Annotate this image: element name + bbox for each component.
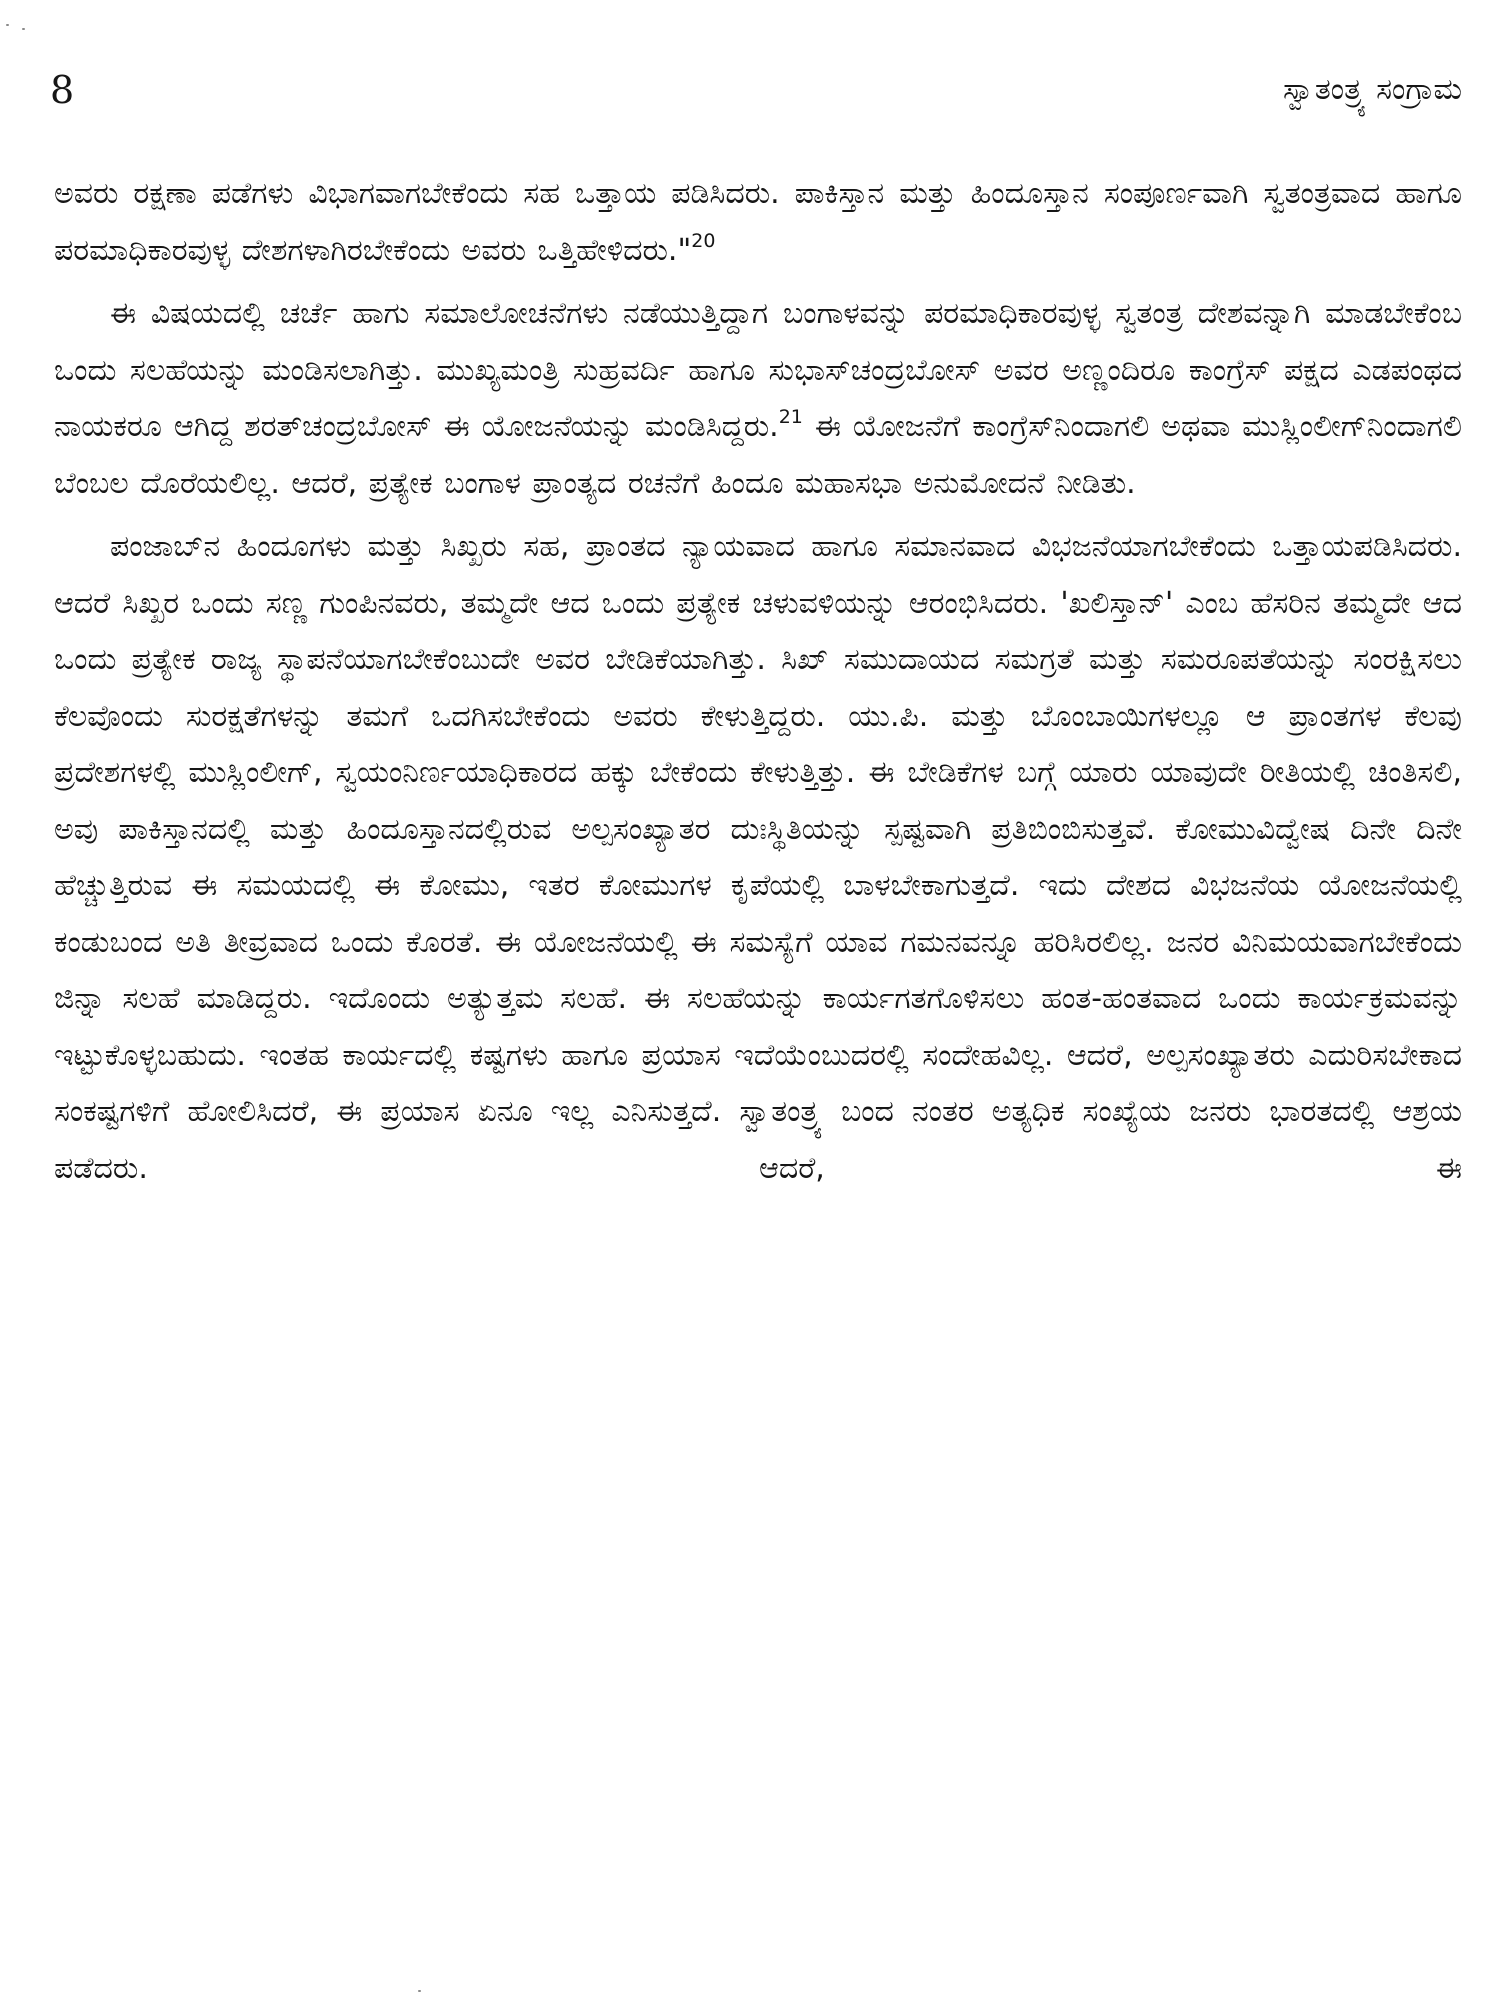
scan-speck [6,24,9,26]
body-text [54,166,1462,1204]
scan-speck [22,28,25,30]
paragraph-1-text: ಅವರು ರಕ್ಷಣಾ ಪಡೆಗಳು ವಿಭಾಗವಾಗಬೇಕೆಂದು ಸಹ ಒತ್ತಾಯ ಪಡಿಸಿದರು. ಪಾಕಿಸ್ತಾನ ಮತ್ತು ಹಿಂದೂಸ್ತಾನ ಸಂಪೂರ್ಣವಾಗಿ ಸ್ವತಂತ್ರವಾದ ಹಾಗೂ ಪರಮಾಧಿಕಾರವುಳ್ಳ ದೇಶಗಳಾಗಿರಬೇಕೆಂದು ಅವರು ಒತ್ತಿಹೇಳಿದರು." [54,176,1462,268]
footnote-marker-20: 20 [691,229,716,252]
paragraph-3-text: ಪಂಜಾಬ್‌ನ ಹಿಂದೂಗಳು ಮತ್ತು ಸಿಖ್ಖರು ಸಹ, ಪ್ರಾಂತದ ನ್ಯಾಯವಾದ ಹಾಗೂ ಸಮಾನವಾದ ವಿಭಜನೆಯಾಗಬೇಕೆಂದು ಒತ್ತಾಯಪಡಿಸಿದರು. ಆದರೆ ಸಿಖ್ಖರ ಒಂದು ಸಣ್ಣ ಗುಂಪಿನವರು, ತಮ್ಮದೇ ಆದ ಒಂದು ಪ್ರತ್ಯೇಕ ಚಳುವಳಿಯನ್ನು ಆರಂಭಿಸಿದರು. 'ಖಲಿಸ್ತಾನ್' ಎಂಬ ಹೆಸರಿನ ತಮ್ಮದೇ ಆದ ಒಂದು ಪ್ರತ್ಯೇಕ ರಾಜ್ಯ ಸ್ಥಾಪನೆಯಾಗಬೇಕೆಂಬುದೇ ಅವರ ಬೇಡಿಕೆಯಾಗಿತ್ತು. ಸಿಖ್ ಸಮುದಾಯದ ಸಮಗ್ರತೆ ಮತ್ತು ಸಮರೂಪತೆಯನ್ನು ಸಂರಕ್ಷಿಸಲು ಕೆಲವೊಂದು ಸುರಕ್ಷತೆಗಳನ್ನು ತಮಗೆ ಒದಗಿಸಬೇಕೆಂದು ಅವರು ಕೇಳುತ್ತಿದ್ದರು. ಯು.ಪಿ. ಮತ್ತು ಬೊಂಬಾಯಿಗಳಲ್ಲೂ ಆ ಪ್ರಾಂತಗಳ ಕೆಲವು ಪ್ರದೇಶಗಳಲ್ಲಿ ಮುಸ್ಲಿಂಲೀಗ್, ಸ್ವಯಂನಿರ್ಣಯಾಧಿಕಾರದ ಹಕ್ಕು ಬೇಕೆಂದು ಕೇಳುತ್ತಿತ್ತು. ಈ ಬೇಡಿಕೆಗಳ ಬಗ್ಗೆ ಯಾರು ಯಾವುದೇ ರೀತಿಯಲ್ಲಿ ಚಿಂತಿಸಲಿ, ಅವು ಪಾಕಿಸ್ತಾನದಲ್ಲಿ ಮತ್ತು ಹಿಂದೂಸ್ತಾನದಲ್ಲಿರುವ ಅಲ್ಪಸಂಖ್ಯಾತರ ದುಃಸ್ಥಿತಿಯನ್ನು ಸ್ಪಷ್ಟವಾಗಿ ಪ್ರತಿಬಿಂಬಿಸುತ್ತವೆ. ಕೋಮುವಿದ್ವೇಷ ದಿನೇ ದಿನೇ ಹೆಚ್ಚುತ್ತಿರುವ ಈ ಸಮಯದಲ್ಲಿ ಈ ಕೋಮು, ಇತರ ಕೋಮುಗಳ ಕೃಪೆಯಲ್ಲಿ ಬಾಳಬೇಕಾಗುತ್ತದೆ. ಇದು ದೇಶದ ವಿಭಜನೆಯ ಯೋಜನೆಯಲ್ಲಿ ಕಂಡುಬಂದ ಅತಿ ತೀವ್ರವಾದ ಒಂದು ಕೊರತೆ. ಈ ಯೋಜನೆಯಲ್ಲಿ ಈ ಸಮಸ್ಯೆಗೆ ಯಾವ ಗಮನವನ್ನೂ ಹರಿಸಿರಲಿಲ್ಲ. ಜನರ ವಿನಿಮಯವಾಗಬೇಕೆಂದು ಜಿನ್ನಾ ಸಲಹೆ ಮಾಡಿದ್ದರು. ಇದೊಂದು ಅತ್ಯುತ್ತಮ ಸಲಹೆ. ಈ ಸಲಹೆಯನ್ನು ಕಾರ್ಯಗತಗೊಳಿಸಲು ಹಂತ-ಹಂತವಾದ ಒಂದು ಕಾರ್ಯಕ್ರಮವನ್ನು ಇಟ್ಟುಕೊಳ್ಳಬಹುದು. ಇಂತಹ ಕಾರ್ಯದಲ್ಲಿ ಕಷ್ಟಗಳು ಹಾಗೂ ಪ್ರಯಾಸ ಇದೆಯೆಂಬುದರಲ್ಲಿ ಸಂದೇಹವಿಲ್ಲ. ಆದರೆ, ಅಲ್ಪಸಂಖ್ಯಾತರು ಎದುರಿಸಬೇಕಾದ ಸಂಕಷ್ಟಗಳಿಗೆ ಹೋಲಿಸಿದರೆ, ಈ ಪ್ರಯಾಸ ಏನೂ ಇಲ್ಲ ಎನಿಸುತ್ತದೆ. ಸ್ವಾತಂತ್ರ್ಯ ಬಂದ ನಂತರ ಅತ್ಯಧಿಕ ಸಂಖ್ಯೆಯ ಜನರು ಭಾರತದಲ್ಲಿ ಆಶ್ರಯ ಪಡೆದರು. ಆದರೆ, ಈ [54,529,1462,1186]
scan-speck [418,1990,421,1992]
page-number: 8 [50,68,75,112]
paragraph-2-text-before: ಈ ವಿಷಯದಲ್ಲಿ ಚರ್ಚೆ ಹಾಗು ಸಮಾಲೋಚನೆಗಳು ನಡೆಯುತ್ತಿದ್ದಾಗ ಬಂಗಾಳವನ್ನು ಪರಮಾಧಿಕಾರವುಳ್ಳ ಸ್ವತಂತ್ರ ದೇಶವನ್ನಾಗಿ ಮಾಡಬೇಕೆಂಬ ಒಂದು ಸಲಹೆಯನ್ನು ಮಂಡಿಸಲಾಗಿತ್ತು. ಮುಖ್ಯಮಂತ್ರಿ ಸುಹ್ರವರ್ದಿ ಹಾಗೂ ಸುಭಾಸ್‌ಚಂದ್ರಬೋಸ್ ಅವರ ಅಣ್ಣಂದಿರೂ ಕಾಂಗ್ರೆಸ್ ಪಕ್ಷದ ಎಡಪಂಥದ ನಾಯಕರೂ ಆಗಿದ್ದ ಶರತ್‌ಚಂದ್ರಬೋಸ್ ಈ ಯೋಜನೆಯನ್ನು ಮಂಡಿಸಿದ್ದರು. [54,296,1462,444]
paragraph-2 [54,286,1462,512]
footnote-marker-21: 21 [778,406,803,428]
running-head-title: ಸ್ವಾತಂತ್ರ್ಯ ಸಂಗ್ರಾಮ [1283,72,1462,107]
paragraph-2-text-after: ಈ ಯೋಜನೆಗೆ ಕಾಂಗ್ರೆಸ್‌ನಿಂದಾಗಲಿ ಅಥವಾ ಮುಸ್ಲಿಂಲೀಗ್‌ನಿಂದಾಗಲಿ ಬೆಂಬಲ ದೊರೆಯಲಿಲ್ಲ. ಆದರೆ, ಪ್ರತ್ಯೇಕ ಬಂಗಾಳ ಪ್ರಾಂತ್ಯದ ರಚನೆಗೆ ಹಿಂದೂ ಮಹಾಸಭಾ ಅನುಮೋದನೆ ನೀಡಿತು. [54,409,1462,501]
paragraph-3 [54,519,1462,1197]
paragraph-1 [54,166,1462,279]
